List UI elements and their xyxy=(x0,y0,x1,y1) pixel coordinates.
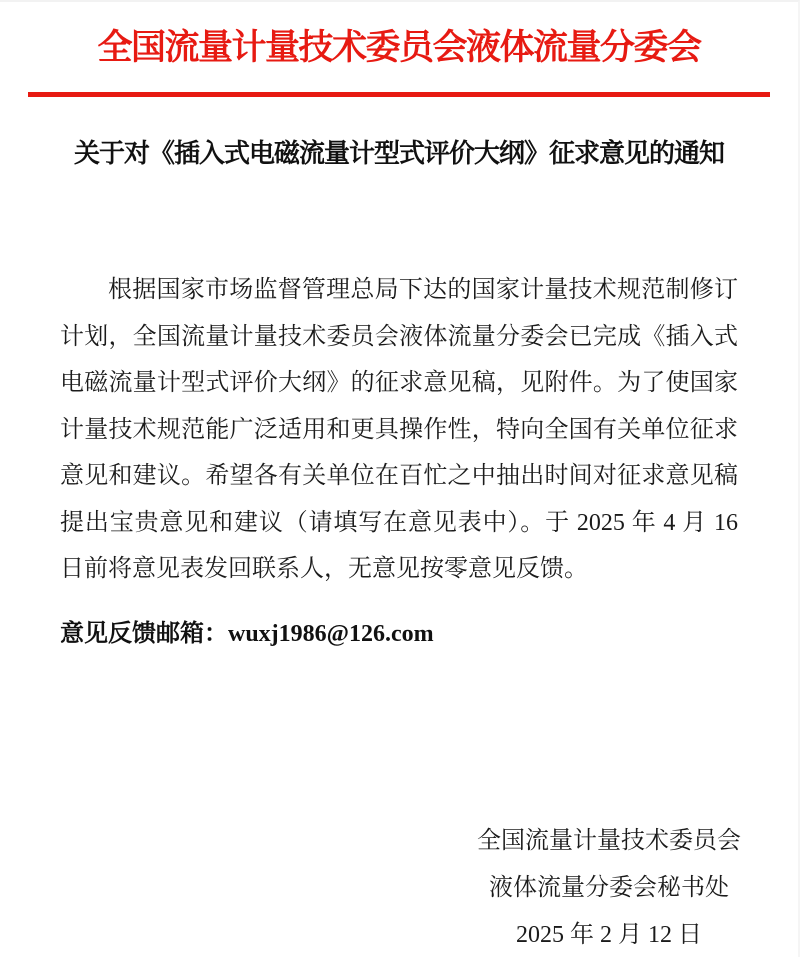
feedback-email-line xyxy=(60,611,738,658)
feedback-email-address: wuxj1986@126.com xyxy=(228,620,434,647)
signature-org-line1: 全国流量计量技术委员会 xyxy=(477,828,741,854)
signature-org-line2: 液体流量分委会秘书处 xyxy=(489,875,729,901)
letterhead-org-title: 全国流量计量技术委员会液体流量分委会 xyxy=(97,28,701,67)
notice-body-paragraph: 根据国家市场监督管理总局下达的国家计量技术规范制修订计划，全国流量计量技术委员会液体流量分委会已完成《插入式电磁流量计型式评价大纲》的征求意见稿，见附件。为了使国家计量技术规范能广泛适用和更具操作性，特向全国有关单位征求意见和建议。希望各有关单位在百忙之中抽出时间对征求意见稿提出宝贵意见和建议（请填写在意见表中）。于 2025 年 4 月 16 日前将意见表发回联系人，无意见按零意见反馈。 xyxy=(60,277,738,582)
signature-date: 2025 年 2 月 12 日 xyxy=(516,922,702,948)
letterhead-divider xyxy=(28,92,770,97)
notice-title: 关于对《插入式电磁流量计型式评价大纲》征求意见的通知 xyxy=(73,138,724,168)
signature-block xyxy=(0,818,741,957)
feedback-email-label: 意见反馈邮箱： xyxy=(60,620,228,647)
